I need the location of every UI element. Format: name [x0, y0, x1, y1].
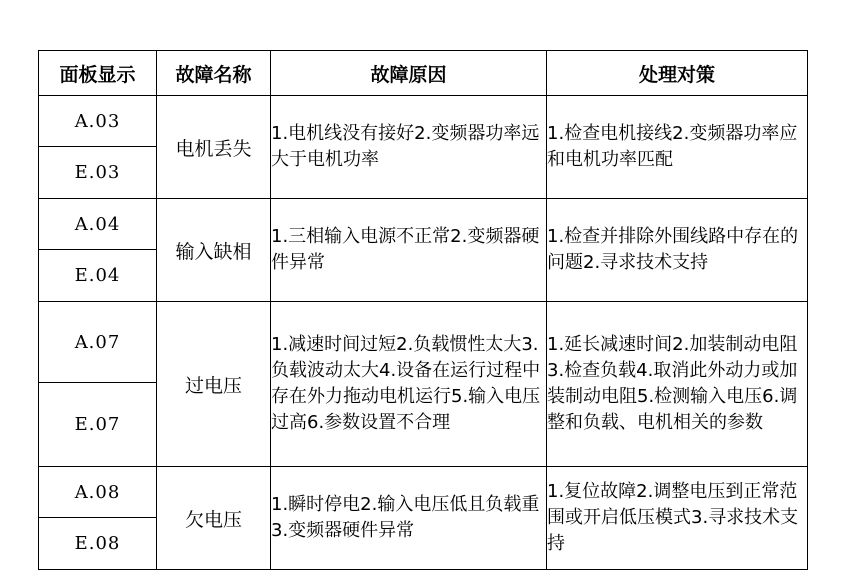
solution-cell: 1.检查并排除外围线路中存在的问题2.寻求技术支持: [547, 199, 808, 302]
panel-code-cell: E.08: [39, 518, 157, 570]
table-row: [39, 467, 808, 518]
table-row: [39, 199, 808, 250]
panel-code-cell: A.08: [39, 467, 157, 518]
fault-name-cell: 过电压: [157, 302, 271, 467]
fault-name-cell: 欠电压: [157, 467, 271, 570]
panel-code-cell: A.03: [39, 96, 157, 147]
panel-code-cell: A.07: [39, 302, 157, 383]
panel-code-cell: A.04: [39, 199, 157, 250]
panel-code-cell: E.03: [39, 147, 157, 199]
header-solution: 处理对策: [547, 51, 808, 96]
table-row: [39, 96, 808, 147]
fault-name-cell: 输入缺相: [157, 199, 271, 302]
fault-cause-cell: 1.三相输入电源不正常2.变频器硬件异常: [271, 199, 547, 302]
fault-cause-cell: 1.瞬时停电2.输入电压低且负载重3.变频器硬件异常: [271, 467, 547, 570]
fault-code-table: [38, 50, 808, 570]
solution-cell: 1.延长减速时间2.加装制动电阻3.检查负载4.取消此外动力或加装制动电阻5.检测输入电压6.调整和负载、电机相关的参数: [547, 302, 808, 467]
panel-code-cell: E.04: [39, 250, 157, 302]
fault-cause-cell: 1.电机线没有接好2.变频器功率远大于电机功率: [271, 96, 547, 199]
solution-cell: 1.检查电机接线2.变频器功率应和电机功率匹配: [547, 96, 808, 199]
header-fault-name: 故障名称: [157, 51, 271, 96]
fault-cause-cell: 1.减速时间过短2.负载惯性太大3.负载波动太大4.设备在运行过程中存在外力拖动电机运行5.输入电压过高6.参数设置不合理: [271, 302, 547, 467]
fault-name-cell: 电机丢失: [157, 96, 271, 199]
solution-cell: 1.复位故障2.调整电压到正常范围或开启低压模式3.寻求技术支持: [547, 467, 808, 570]
header-panel-display: 面板显示: [39, 51, 157, 96]
table-header-row: [39, 51, 808, 96]
header-fault-cause: 故障原因: [271, 51, 547, 96]
table-row: [39, 302, 808, 383]
panel-code-cell: E.07: [39, 383, 157, 467]
